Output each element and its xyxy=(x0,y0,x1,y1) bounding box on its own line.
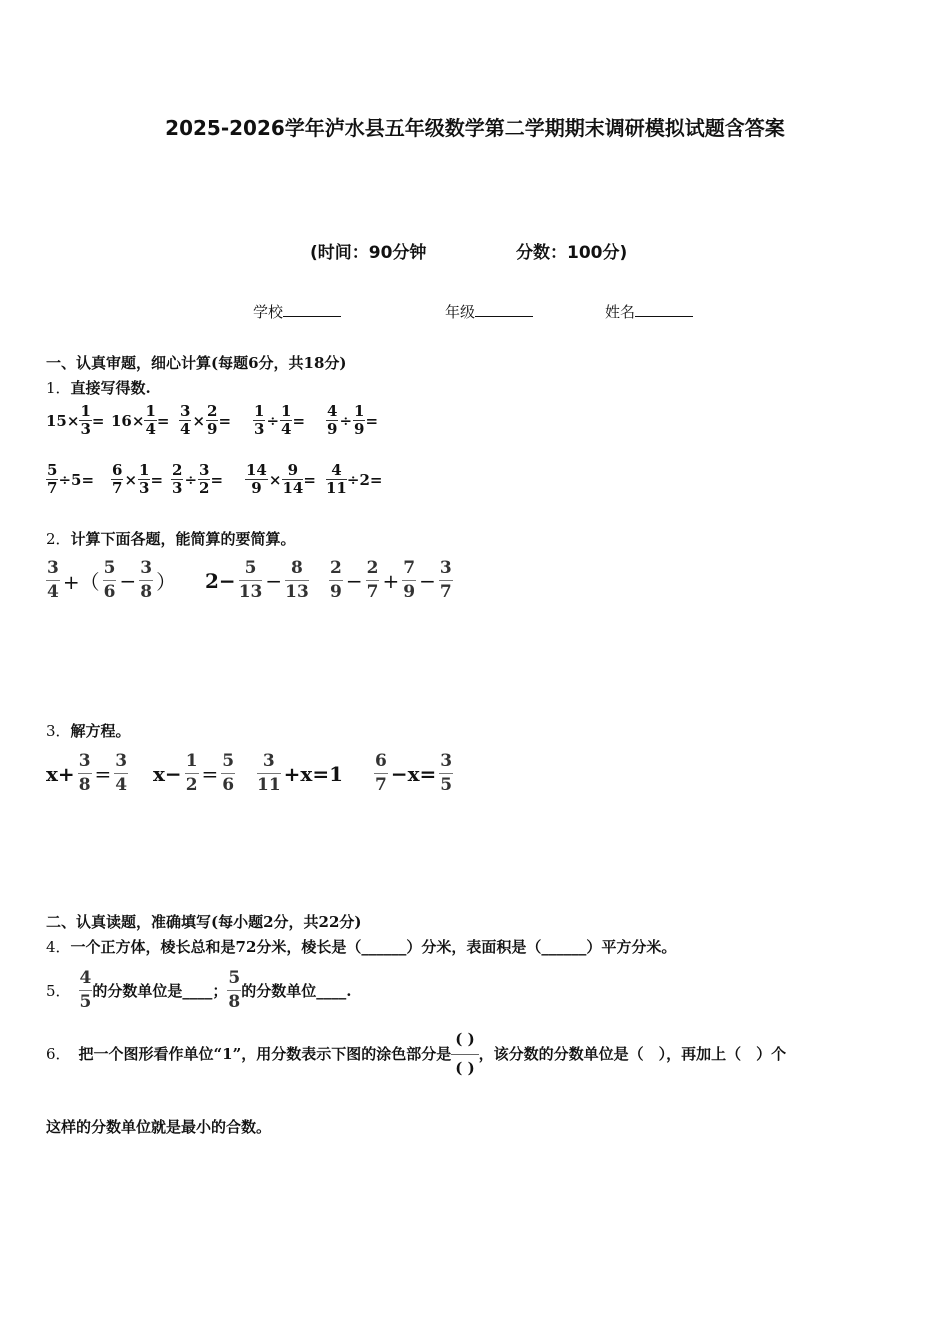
q1-item-1: 15× $\frac{1}{3}$ = xyxy=(46,402,105,438)
question-1: 1．直接写得数. xyxy=(46,379,151,397)
school-field[interactable]: 学校 xyxy=(253,301,341,322)
q2-expression-1: $\frac{3}{4}$ +（ $\frac{5}{6}$ − $\frac{3}{8}$ ） xyxy=(47,558,177,602)
time-label: (时间：90分钟 xyxy=(310,243,427,263)
section2-heading: 二、认真读题，准确填写(每小题2分，共22分) xyxy=(46,913,362,931)
q1-item-7: $\frac{6}{7}$ × $\frac{1}{3}$ = xyxy=(112,461,164,497)
grade-field[interactable]: 年级 xyxy=(445,301,533,322)
name-blank[interactable] xyxy=(635,302,693,317)
q1-item-4: $\frac{1}{3}$ ÷ $\frac{1}{4}$ = xyxy=(254,402,306,438)
question-3: 3．解方程。 xyxy=(46,722,131,740)
q3-equation-3: $\frac{3}{11}$ +x=1 xyxy=(257,751,344,795)
q1-item-5: $\frac{4}{9}$ ÷ $\frac{1}{9}$ = xyxy=(327,402,379,438)
q1-item-10: $\frac{4}{11}$ ÷2= xyxy=(326,461,383,497)
answer-fraction-blank[interactable]: $\frac{( )}{( )}$ xyxy=(451,1030,478,1077)
question-6: 6． 把一个图形看作单位“1”，用分数表示下图的涂色部分是 $\frac{( )}{( )}$ ，该分数的分数单位是（ ），再加上（ ）个 xyxy=(46,1030,787,1077)
q3-equation-1: x+ $\frac{3}{8}$ = $\frac{3}{4}$ xyxy=(46,751,128,795)
score-label: 分数：100分) xyxy=(516,243,628,263)
question-2: 2．计算下面各题，能简算的要简算。 xyxy=(46,530,296,548)
q1-item-6: $\frac{5}{7}$ ÷5= xyxy=(47,461,95,497)
question-5: 5． $\frac{4}{5}$ 的分数单位是____； $\frac{5}{8}$ 的分数单位____. xyxy=(46,968,352,1012)
school-blank[interactable] xyxy=(283,302,341,317)
q1-item-3: $\frac{3}{4}$ × $\frac{2}{9}$ = xyxy=(180,402,232,438)
q1-item-2: 16× $\frac{1}{4}$ = xyxy=(111,402,170,438)
name-field[interactable]: 姓名 xyxy=(605,301,693,322)
grade-blank[interactable] xyxy=(475,302,533,317)
q3-equation-4: $\frac{6}{7}$ −x= $\frac{3}{5}$ xyxy=(375,751,453,795)
question-4: 4．一个正方体，棱长总和是72分米，棱长是（______）分米，表面积是（______）平方分米。 xyxy=(46,938,677,956)
q1-item-9: $\frac{14}{9}$ × $\frac{9}{14}$ = xyxy=(246,461,316,497)
q3-equation-2: x− $\frac{1}{2}$ = $\frac{5}{6}$ xyxy=(153,751,235,795)
section1-heading: 一、认真审题，细心计算(每题6分，共18分) xyxy=(46,354,347,372)
q1-item-8: $\frac{2}{3}$ ÷ $\frac{3}{2}$ = xyxy=(172,461,224,497)
question-6-continued: 这样的分数单位就是最小的合数。 xyxy=(46,1118,272,1136)
q2-expression-2: 2− $\frac{5}{13}$ − $\frac{8}{13}$ xyxy=(205,558,309,602)
page-title: 2025-2026学年泸水县五年级数学第二学期期末调研模拟试题含答案 xyxy=(165,116,785,140)
q2-expression-3: $\frac{2}{9}$ − $\frac{2}{7}$ + $\frac{7}{9}$ − $\frac{3}{7}$ xyxy=(330,558,452,602)
